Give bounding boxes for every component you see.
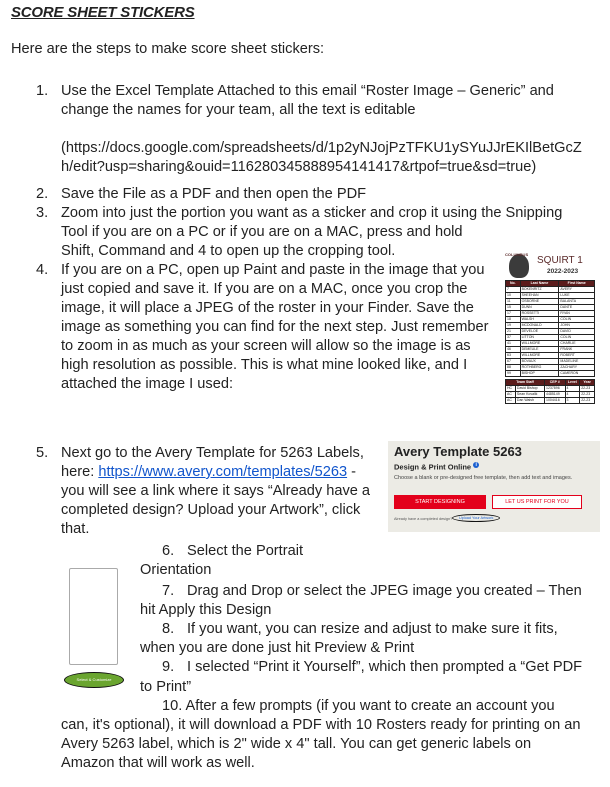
select-customize-button[interactable]: Select & Customize: [64, 672, 124, 688]
avery-description: Choose a blank or pre-designed free template, then add text and images.: [394, 475, 573, 481]
step-10-line-3: Avery 5263 label, which is 2" wide x 4" tall. You can get generic labels on: [61, 736, 532, 752]
roster-season: 2022-2023: [547, 268, 579, 275]
logo-text: COLUMBUS: [505, 252, 529, 257]
step-7: 7. Drag and Drop or select the JPEG image you created – Then: [162, 583, 582, 599]
step-4-line-6: high resolution as possible. This is what mine looked like, and I: [61, 357, 468, 373]
col-no: No.: [506, 281, 521, 287]
table-row: 46 DEMEULE FRANK: [506, 347, 595, 353]
step-5-line-5: that.: [61, 521, 90, 537]
step-6-line-2: Orientation: [140, 562, 212, 578]
step-5-line-4: completed design? Upload your Artwork”, click: [61, 502, 361, 518]
table-row: 7 BOKENRITZ AVERY: [506, 287, 595, 293]
step-5-line-3: you will see a link where it says “Already have a: [61, 483, 371, 499]
already-have-design-text: Already have a completed design?: [394, 517, 453, 521]
staff-table: [505, 379, 595, 404]
step-3-line-3: Shift, Command and 4 to open up the cropping tool.: [61, 243, 396, 259]
team-logo-icon: [509, 254, 529, 278]
step-10-line-4: Amazon that will work as well.: [61, 755, 255, 771]
step-10-line-2: can, it's optional), it will download a PDF with 10 Rosters ready for printing on an: [61, 717, 581, 733]
roster-team-name: SQUIRT 1: [537, 255, 583, 266]
step-3: 3. Zoom into just the portion you want as a sticker and crop it using the Snipping: [36, 205, 563, 221]
step-7-line-2: hit Apply this Design: [140, 602, 272, 618]
table-row: 10 SHEEHAN LUKE: [506, 293, 595, 299]
page-title: SCORE SHEET STICKERS: [11, 4, 195, 21]
step-4-line-4: image as something you can find for the next step. Just remember: [61, 319, 489, 335]
step-4: 4. If you are on a PC, open up Paint and paste in the image that you: [36, 262, 485, 278]
table-row: 19 MCDONALD JOHN: [506, 323, 595, 329]
avery-template-link[interactable]: https://www.avery.com/templates/5263: [98, 464, 348, 480]
table-row: 15 DUNN DANTE: [506, 305, 595, 311]
step-10: 10. After a few prompts (if you want to create an account you: [162, 698, 555, 714]
step-9-line-2: to Print”: [140, 679, 192, 695]
step-5: 5. Next go to the Avery Template for 5263 Labels,: [36, 445, 364, 461]
step-5-line-2: here: https://www.avery.com/templates/5263 -: [61, 464, 356, 480]
portrait-label-preview: [69, 568, 118, 665]
spreadsheet-url-line-1: (https://docs.google.com/spreadsheets/d/1p2yNJojPzTFKU1ySYuJJrEKIlBetGcZ: [61, 140, 582, 156]
step-6: 6. Select the Portrait: [162, 543, 303, 559]
step-2: 2. Save the File as a PDF and then open the PDF: [36, 186, 367, 202]
table-row: 18 WALSH COLIN: [506, 317, 595, 323]
avery-heading: Avery Template 5263: [394, 444, 522, 459]
step-4-line-7: attached the image I used:: [61, 376, 233, 392]
roster-header: [505, 252, 595, 280]
step-4-line-3: image, it will place a JPEG of the roster in your Finder. Save the: [61, 300, 474, 316]
step-8: 8. If you want, you can resize and adjust to make sure it fits,: [162, 621, 558, 637]
table-row: 21 DEVELOE DAVID: [506, 329, 595, 335]
table-row: 99 BISHOP CAMERON: [506, 371, 595, 377]
table-row: HC David Bishop 1237896 4 22-23: [506, 386, 595, 392]
roster-image: [505, 252, 595, 404]
step-8-line-2: when you are done just hit Preview & Print: [140, 640, 415, 656]
step-4-line-2: just copied and save it. If you are on a MAC, once you crop the: [61, 281, 468, 297]
spreadsheet-url-line-2: h/edit?usp=sharing&ouid=116280345888954141417&rtpof=true&sd=true): [61, 159, 537, 175]
avery-template-card: [388, 441, 600, 532]
start-designing-button[interactable]: START DESIGNING: [394, 495, 486, 509]
avery-subheading: Design & Print Online i: [394, 462, 479, 472]
step-9: 9. I selected “Print it Yourself”, which then prompted a “Get PDF: [162, 659, 583, 675]
table-row: 37 LITTON COLIN: [506, 335, 595, 341]
table-row: AC Sean Kovalik 4485149 4 22-23: [506, 392, 595, 398]
table-row: 41 WILLMORE CHARLIE: [506, 341, 595, 347]
table-row: 88 ROTHBERG ZACHARY: [506, 365, 595, 371]
col-last-name: Last Name: [520, 281, 559, 287]
let-us-print-button[interactable]: LET US PRINT FOR YOU: [492, 495, 582, 509]
table-row: 17 ROSSETTI RYAN: [506, 311, 595, 317]
staff-header-row: Team Staff CEP # Level Year: [506, 380, 595, 386]
step-1-line-2: change the names for your team, all the text is editable: [61, 102, 416, 118]
step-3-line-2: Tool if you are on a PC or if you are on a MAC, press and hold: [61, 224, 463, 240]
table-row: 63 WILLMORE ROBERT: [506, 353, 595, 359]
table-row: 11 OSBORNE BALANTA: [506, 299, 595, 305]
table-row: 67 BOVAUX MADELINE: [506, 359, 595, 365]
col-first-name: First Name: [559, 281, 595, 287]
roster-table: [505, 280, 595, 377]
step-1: 1. Use the Excel Template Attached to this email “Roster Image – Generic” and: [36, 83, 554, 99]
info-icon[interactable]: i: [473, 462, 479, 468]
intro-text: Here are the steps to make score sheet stickers:: [11, 41, 325, 57]
step-4-line-5: to zoom in as much as your screen will allow so the image is as: [61, 338, 471, 354]
table-row: AC Dan Walsh 1004416 3 22-23: [506, 398, 595, 404]
upload-artwork-link[interactable]: Upload Your Artwork: [452, 514, 500, 522]
